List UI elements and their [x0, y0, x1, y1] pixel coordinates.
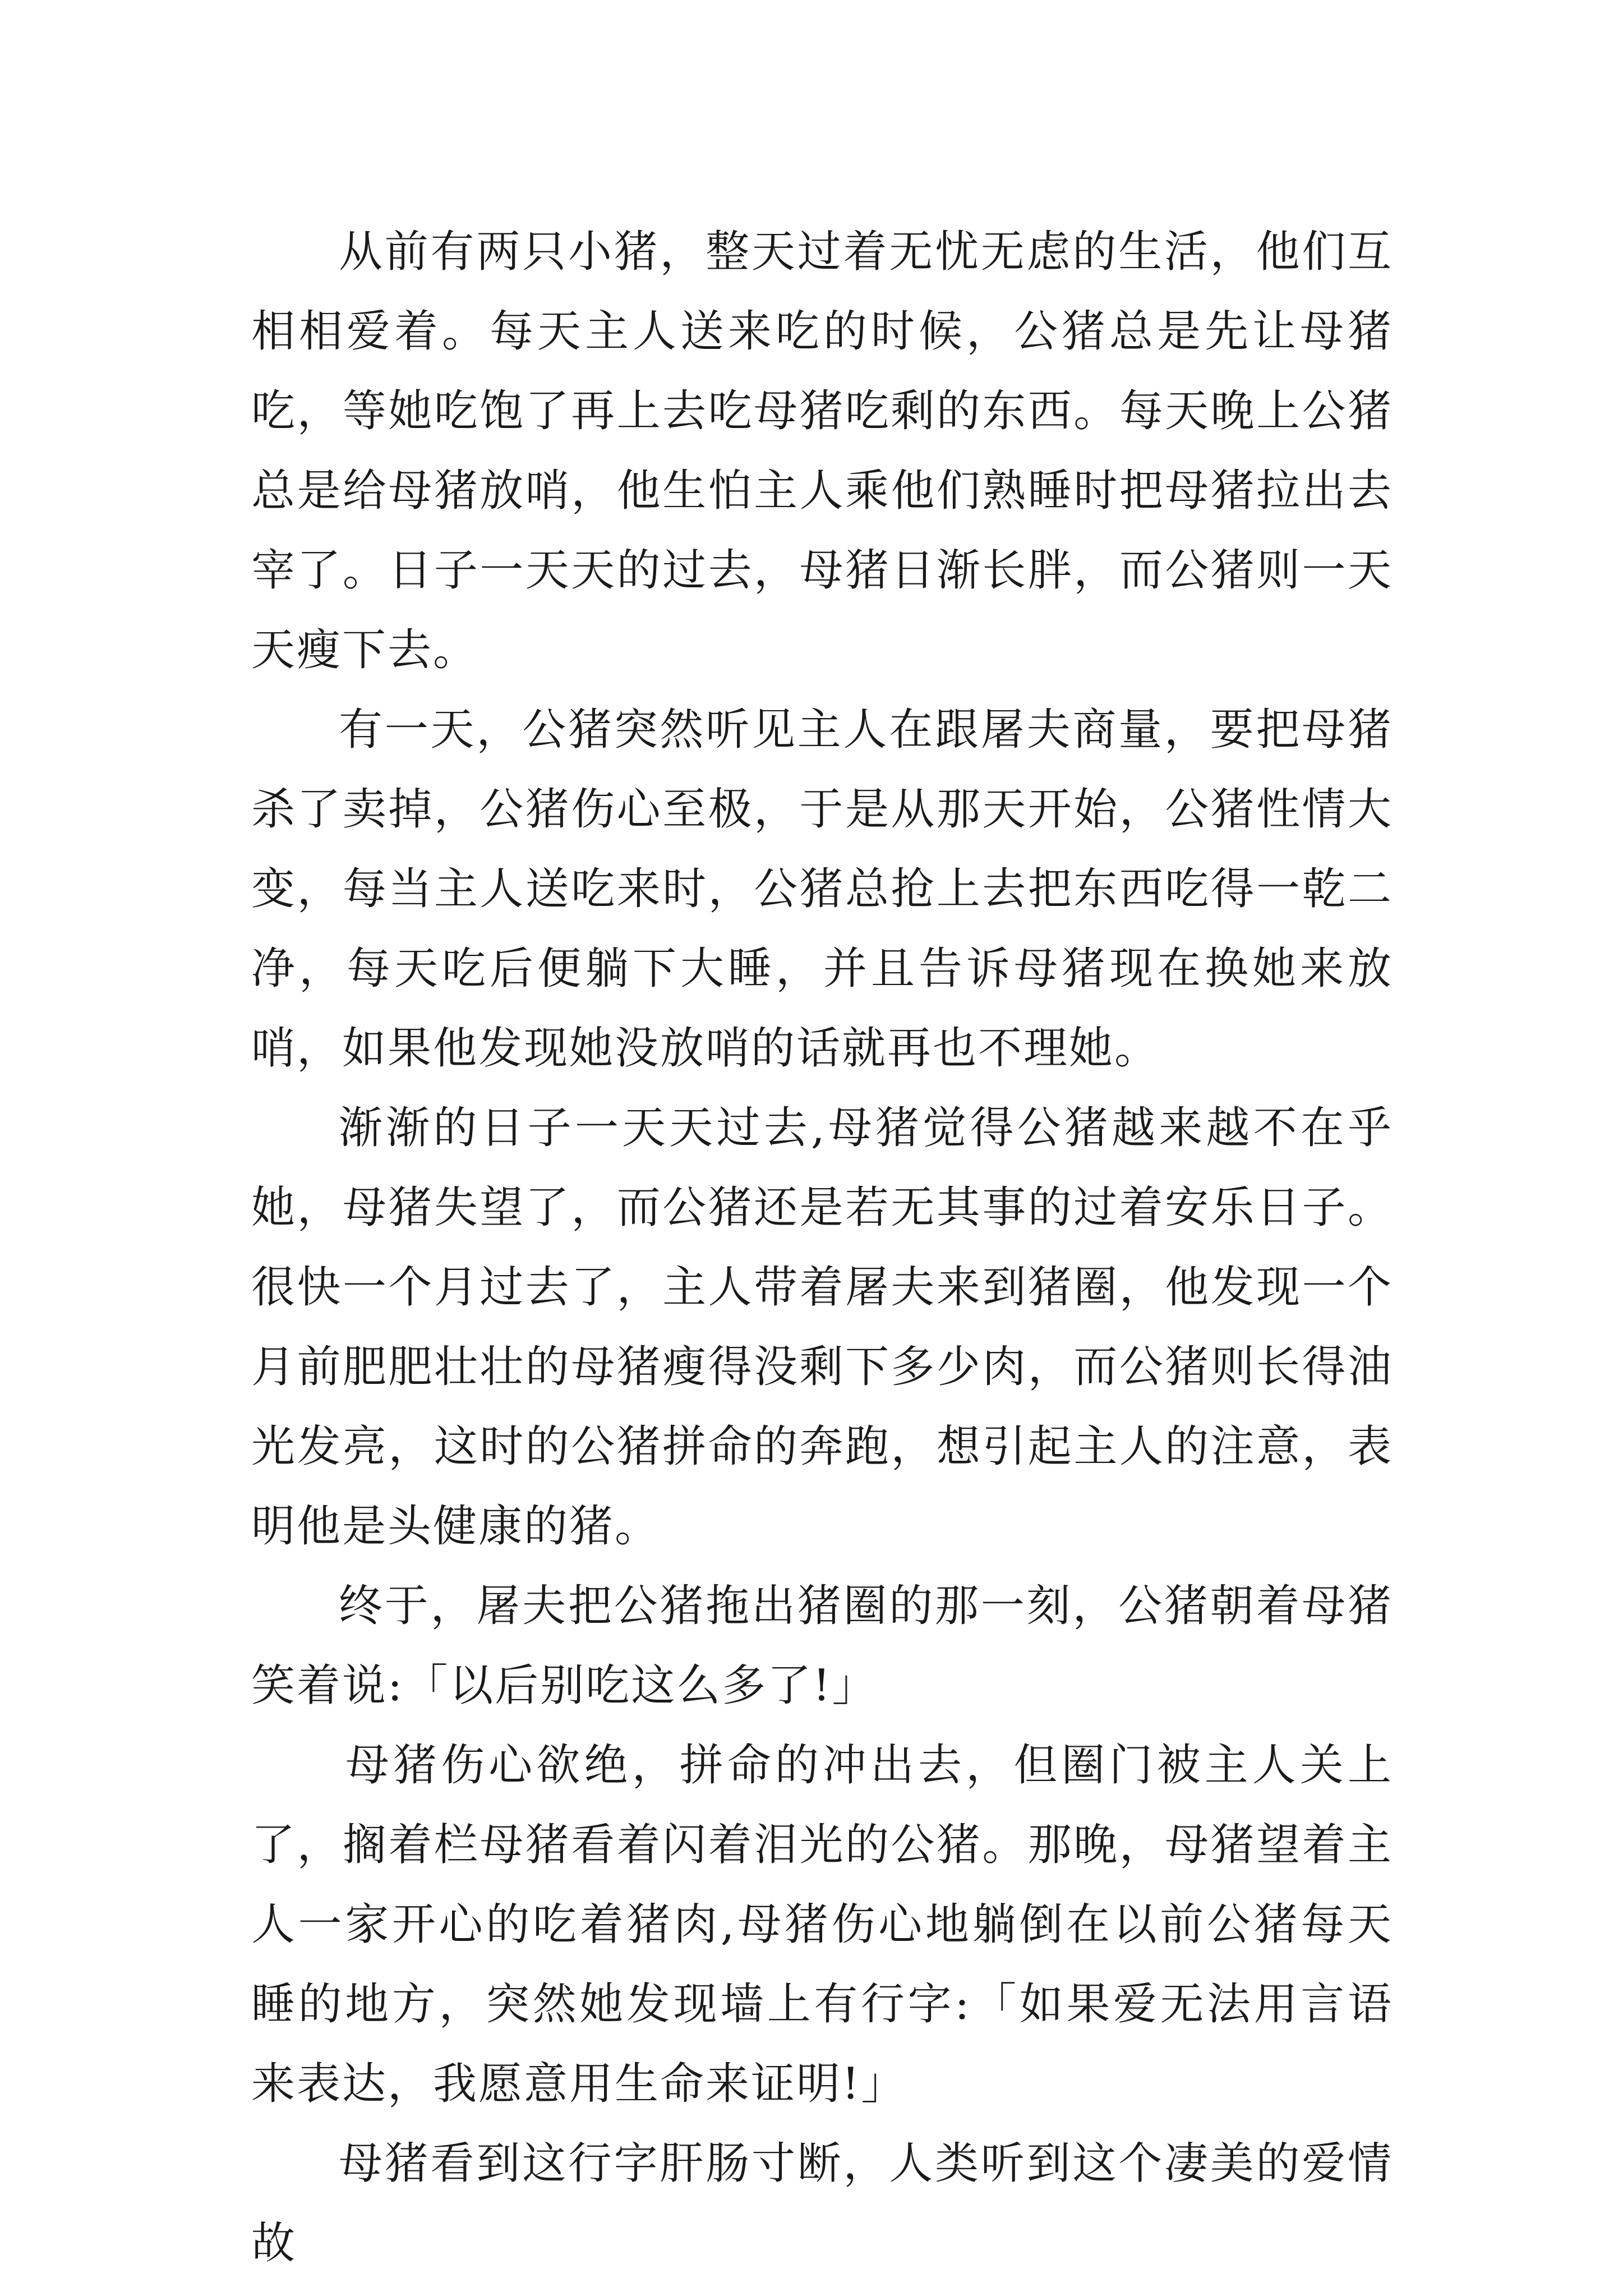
paragraph-6: 母猪看到这行字肝肠寸断，人类听到这个凄美的爱情故 [251, 2138, 1393, 2269]
paragraph-1: 从前有两只小猪，整天过着无忧无虑的生活，他们互相相爱着。每天主人送来吃的时候，公猪总是先让母猪吃，等她吃饱了再上去吃母猪吃剩的东西。每天晚上公猪总是给母猪放哨，他生怕主人乘他们熟睡时把母猪拉出去宰了。日子一天天的过去，母猪日渐长胖，而公猪则一天天瘦下去。 [251, 227, 1393, 675]
paragraph-4: 终于，屠夫把公猪拖出猪圈的那一刻，公猪朝着母猪笑着说:「以后别吃这么多了!」 [251, 1581, 1393, 1711]
story-body [251, 212, 1393, 2283]
paragraph-3: 渐渐的日子一天天过去,母猪觉得公猪越来越不在乎她，母猪失望了，而公猪还是若无其事的过着安乐日子。很快一个月过去了，主人带着屠夫来到猪圈，他发现一个月前肥肥壮壮的母猪瘦得没剩下多少肉，而公猪则长得油光发亮，这时的公猪拼命的奔跑，想引起主人的注意，表明他是头健康的猪。 [251, 1103, 1393, 1552]
paragraph-2: 有一天，公猪突然听见主人在跟屠夫商量，要把母猪杀了卖掉，公猪伤心至极，于是从那天开始，公猪性情大变，每当主人送吃来时，公猪总抢上去把东西吃得一乾二净，每天吃后便躺下大睡，并且告诉母猪现在换她来放哨，如果他发现她没放哨的话就再也不理她。 [251, 705, 1393, 1074]
paragraph-5: 母猪伤心欲绝，拼命的冲出去，但圈门被主人关上了，搁着栏母猪看着闪着泪光的公猪。那晚，母猪望着主人一家开心的吃着猪肉,母猪伤心地躺倒在以前公猪每天睡的地方，突然她发现墙上有行字:「如果爱无法用言语来表达，我愿意用生命来证明!」 [251, 1740, 1393, 2109]
